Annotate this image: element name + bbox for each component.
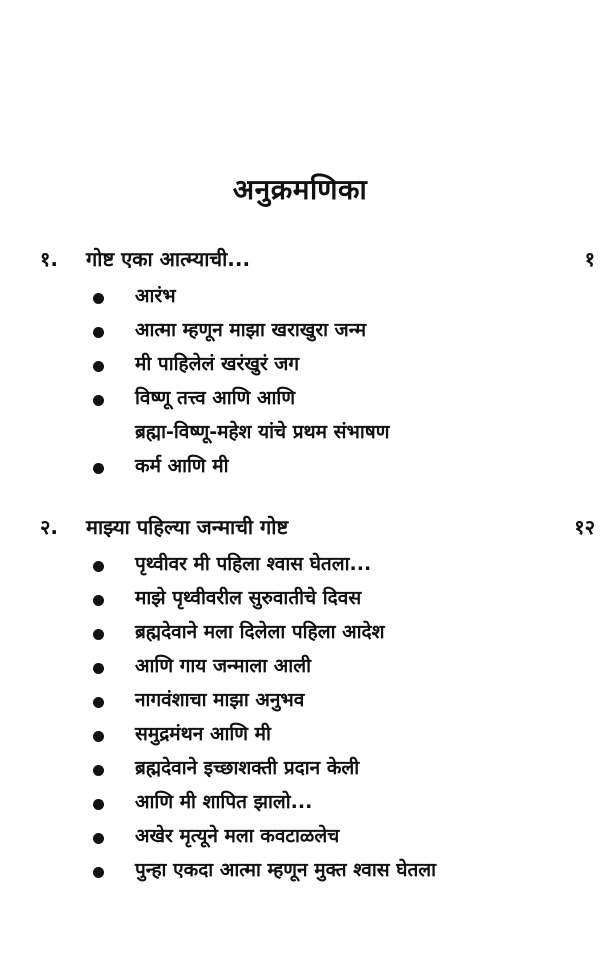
topic-item <box>40 717 595 751</box>
topic-item <box>40 449 595 483</box>
page-title: अनुक्रमणिका <box>232 173 368 206</box>
chapter-heading <box>40 513 595 547</box>
bullet-icon <box>93 395 104 406</box>
topic-item <box>40 279 595 313</box>
bullet-icon <box>93 463 104 474</box>
bullet-icon <box>93 799 104 810</box>
topic-item <box>40 785 595 819</box>
bullet-icon <box>93 663 104 674</box>
topic-item <box>40 615 595 649</box>
chapter-title: गोष्ट एका आत्म्याची... <box>86 247 251 271</box>
topic-item <box>40 751 595 785</box>
bullet-icon <box>93 731 104 742</box>
topic-text: समुद्रमंथन आणि मी <box>135 723 271 745</box>
bullet-icon <box>93 629 104 640</box>
topic-text: माझे पृथ्वीवरील सुरुवातीचे दिवस <box>135 587 362 609</box>
chapter-1 <box>40 245 595 483</box>
bullet-icon <box>93 833 104 844</box>
topic-item <box>40 819 595 853</box>
bullet-icon <box>93 561 104 572</box>
topic-list <box>40 547 595 887</box>
chapter-number: २. <box>40 515 58 539</box>
topic-text-continued: ब्रह्मा-विष्णू-महेश यांचे प्रथम संभाषण <box>135 421 390 443</box>
topic-text: विष्णू तत्त्व आणि आणि <box>135 387 296 409</box>
topic-list <box>40 279 595 483</box>
topic-text: ब्रह्मदेवाने मला दिलेला पहिला आदेश <box>135 621 385 643</box>
chapter-heading <box>40 245 595 279</box>
chapter-2 <box>40 513 595 887</box>
chapter-page-number: १२ <box>574 515 595 539</box>
topic-text: आणि मी शापित झालो... <box>135 791 313 813</box>
bullet-icon <box>93 867 104 878</box>
bullet-icon <box>93 327 104 338</box>
bullet-icon <box>93 361 104 372</box>
topic-item <box>40 853 595 887</box>
chapter-number: १. <box>40 247 58 271</box>
topic-item <box>40 683 595 717</box>
topic-item <box>40 381 595 449</box>
topic-item <box>40 649 595 683</box>
bullet-icon <box>93 697 104 708</box>
topic-text: आरंभ <box>135 285 176 307</box>
topic-text: मी पाहिलेलं खरंखुरं जग <box>135 353 300 375</box>
topic-text: ब्रह्मदेवाने इच्छाशक्ती प्रदान केली <box>135 757 360 779</box>
bullet-icon <box>93 595 104 606</box>
topic-text: अखेर मृत्यूने मला कवटाळलेच <box>135 825 340 847</box>
chapter-page-number: १ <box>584 247 595 271</box>
topic-text: आणि गाय जन्माला आली <box>135 655 312 677</box>
chapter-title: माझ्या पहिल्या जन्माची गोष्ट <box>86 515 289 539</box>
bullet-icon <box>93 293 104 304</box>
topic-text: आत्मा म्हणून माझा खराखुरा जन्म <box>135 319 367 341</box>
topic-text: कर्म आणि मी <box>135 455 229 477</box>
topic-text: पुन्हा एकदा आत्मा म्हणून मुक्त श्वास घेतला <box>135 859 437 881</box>
topic-item <box>40 581 595 615</box>
topic-item <box>40 313 595 347</box>
topic-text: नागवंशाचा माझा अनुभव <box>135 689 305 711</box>
topic-item <box>40 347 595 381</box>
bullet-icon <box>93 765 104 776</box>
topic-text: पृथ्वीवर मी पहिला श्वास घेतला... <box>135 553 372 575</box>
topic-item <box>40 547 595 581</box>
